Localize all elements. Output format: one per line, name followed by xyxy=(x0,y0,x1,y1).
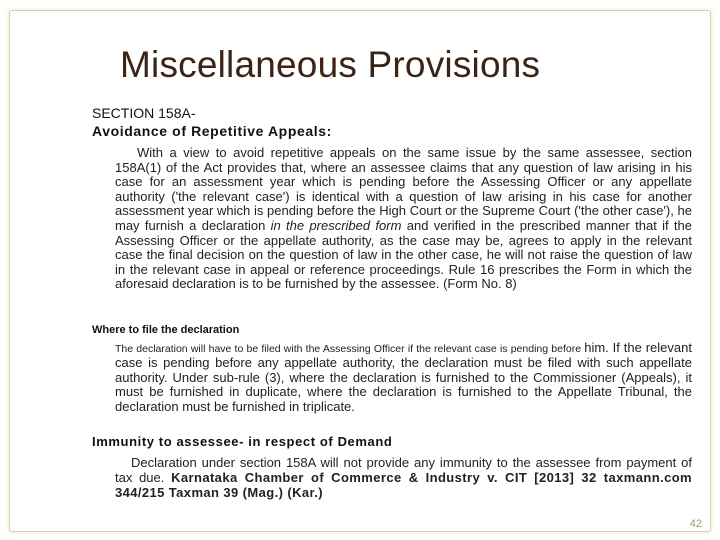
immunity-heading: Immunity to assessee- in respect of Demand xyxy=(92,434,393,449)
page-number: 42 xyxy=(689,518,702,530)
paragraph-where-to-file xyxy=(115,341,692,414)
where-to-file-heading: Where to file the declaration xyxy=(92,324,240,336)
slide-title: Miscellaneous Provisions xyxy=(120,44,541,85)
case-citation: Karnataka Chamber of Commerce & Industry v. CIT [2013] 32 taxmann.com 344/215 Taxman 39 (Mag.) (Kar.) xyxy=(115,470,692,500)
paragraph-avoidance-text-b: and verified in the prescribed manner that if the Assessing Officer or the appellate authority, as the case may be, agrees to apply in the relevant case the final decision on the question of law in the other case, he will not raise the question of law in the relevant case in appeal or reference proceedings. Rule 16 prescribes the Form in which the aforesaid declaration is to be furnished by the assessee. (Form No. 8) xyxy=(115,217,692,292)
paragraph-avoidance-text-a: With a view to avoid repetitive appeals on the same issue by the same assessee, section 158A(1) of the Act provides that, where an assessee claims that any question of law arising in his case for an assessment year which is pending before the Assessing Officer or any appellate authority ('the relevant case') is identical with a question of law arising in his case for another assessment year which is pending before the High Court or the Supreme Court ('the other case'), he may furnish a declaration xyxy=(115,145,692,233)
paragraph-where-small-text: The declaration will have to be filed with the Assessing Officer if the relevant case is pending before xyxy=(115,343,585,355)
paragraph-avoidance xyxy=(115,146,692,292)
paragraph-immunity-text: Declaration under section 158A will not provide any immunity to the assessee from payment of tax due. xyxy=(115,455,692,485)
paragraph-avoidance-italic: in the prescribed form xyxy=(270,217,402,233)
section-heading xyxy=(92,104,332,140)
section-number: SECTION 158A- xyxy=(92,105,196,121)
section-subtitle: Avoidance of Repetitive Appeals: xyxy=(92,123,332,139)
paragraph-where-text: him. If the relevant case is pending before any appellate authority, the declaration must be filed with such appellate authority. Under sub-rule (3), where the declaration is furnished to the Commissioner (Appeals), it must be furnished in duplicate, where the declaration is furnished to the Appellate Tribunal, the declaration must be furnished in triplicate. xyxy=(115,340,692,414)
paragraph-immunity xyxy=(115,455,692,500)
